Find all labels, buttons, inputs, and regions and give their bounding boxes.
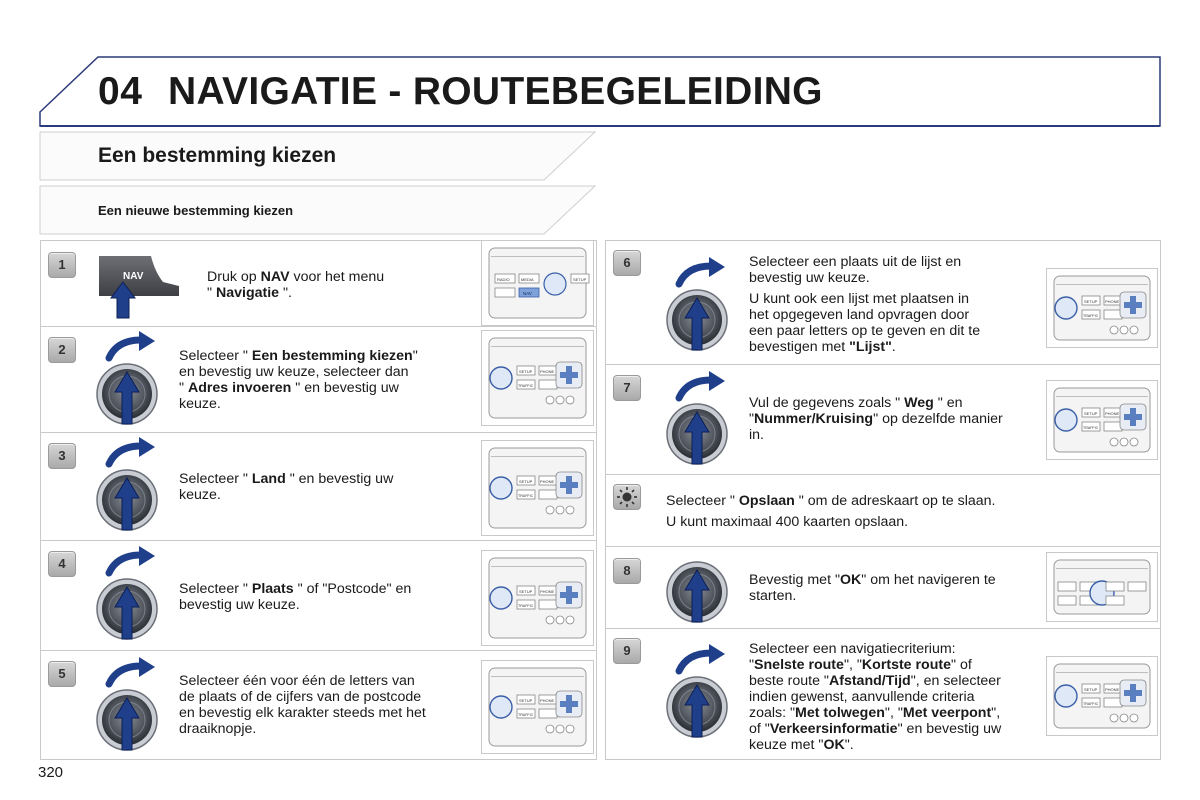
page-number: 320 bbox=[38, 764, 64, 781]
step-badge-1: 1 bbox=[48, 252, 76, 278]
subsection-title: Een nieuwe bestemming kiezen bbox=[98, 203, 294, 218]
section-title: Een bestemming kiezen bbox=[98, 144, 337, 167]
radio-device-image-6 bbox=[1046, 268, 1158, 348]
step-badge-2: 2 bbox=[48, 337, 76, 363]
radio-device-image-3 bbox=[481, 440, 594, 536]
svg-text:SETUP: SETUP bbox=[573, 277, 587, 282]
step-badge-5: 5 bbox=[48, 661, 76, 687]
radio-device-image-8 bbox=[1046, 552, 1158, 622]
step-text-2: Selecteer " Een bestemming kiezen" en bevestig uw keuze, selecteer dan " Adres invoeren " en bevestig uw keuze. bbox=[179, 348, 418, 412]
radio-device-image-7 bbox=[1046, 380, 1158, 460]
step-badge-9: 9 bbox=[613, 638, 641, 664]
svg-text:TRAFFIC: TRAFFIC bbox=[518, 384, 534, 388]
knob-rotate-icon-6 bbox=[665, 256, 735, 356]
svg-text:PHONE: PHONE bbox=[1105, 411, 1120, 416]
knob-rotate-icon-9 bbox=[665, 643, 735, 743]
chapter-title: NAVIGATIE - ROUTEBEGELEIDING bbox=[168, 70, 823, 113]
radio-device-image-1 bbox=[481, 240, 594, 326]
step-text-4: Selecteer " Plaats " of "Postcode" en bevestig uw keuze. bbox=[179, 581, 412, 613]
radio-device-image-5 bbox=[481, 660, 594, 754]
radio-device-image-4 bbox=[481, 550, 594, 646]
svg-text:SETUP: SETUP bbox=[519, 479, 533, 484]
knob-rotate-icon-2 bbox=[95, 330, 165, 430]
svg-text:PHONE: PHONE bbox=[1105, 299, 1120, 304]
nav-button-label: NAV bbox=[123, 271, 144, 282]
svg-text:SETUP: SETUP bbox=[519, 369, 533, 374]
step-text-6-extra: U kunt ook een lijst met plaatsen in het opgegeven land opvragen door een paar letters op te geven en dit te bevestigen met "Lijst". bbox=[749, 291, 981, 355]
svg-text:PHONE: PHONE bbox=[540, 369, 555, 374]
knob-rotate-icon-4 bbox=[95, 545, 165, 645]
step-badge-8: 8 bbox=[613, 558, 641, 584]
svg-text:RADIO: RADIO bbox=[497, 277, 510, 282]
step-badge-6: 6 bbox=[613, 250, 641, 276]
knob-press-icon-8 bbox=[665, 528, 735, 628]
svg-text:SETUP: SETUP bbox=[1084, 411, 1098, 416]
step-text-5: Selecteer één voor één de letters van de plaats of de cijfers van de postcode en bevestig elk karakter steeds met het draaiknopje. bbox=[179, 673, 426, 737]
knob-rotate-icon-5 bbox=[95, 656, 165, 756]
knob-rotate-icon-3 bbox=[95, 436, 165, 536]
svg-text:PHONE: PHONE bbox=[1105, 687, 1120, 692]
radio-device-image-9 bbox=[1046, 656, 1158, 736]
tip-line-1: Selecteer " Opslaan " om de adreskaart op te slaan. bbox=[666, 493, 996, 509]
svg-text:SETUP: SETUP bbox=[519, 698, 533, 703]
lightbulb-icon bbox=[613, 484, 641, 510]
svg-text:PHONE: PHONE bbox=[540, 479, 555, 484]
step-badge-4: 4 bbox=[48, 551, 76, 577]
svg-text:MEDIA: MEDIA bbox=[521, 277, 534, 282]
step-text-9: Selecteer een navigatiecriterium: "Snelste route", "Kortste route" of beste route "Afstand/Tijd", en selecteer indien gewenst, aanvullende criteria zoals: "Met tolwegen", "Met veerpont", of "Verkeersinformatie" en bevestig uw keuze met "OK". bbox=[749, 641, 1002, 753]
svg-text:TRAFFIC: TRAFFIC bbox=[1083, 314, 1099, 318]
svg-text:TRAFFIC: TRAFFIC bbox=[518, 604, 534, 608]
radio-device-image-2 bbox=[481, 330, 594, 426]
svg-text:TRAFFIC: TRAFFIC bbox=[1083, 702, 1099, 706]
svg-text:TRAFFIC: TRAFFIC bbox=[1083, 426, 1099, 430]
svg-text:NAV: NAV bbox=[523, 291, 532, 296]
svg-text:SETUP: SETUP bbox=[1084, 299, 1098, 304]
svg-text:PHONE: PHONE bbox=[540, 698, 555, 703]
chapter-number: 04 bbox=[98, 70, 143, 113]
step-text-8: Bevestig met "OK" om het navigeren te starten. bbox=[749, 572, 996, 604]
step-badge-7: 7 bbox=[613, 375, 641, 401]
step-text-1: Druk op NAV voor het menu " Navigatie ". bbox=[207, 269, 385, 301]
svg-text:TRAFFIC: TRAFFIC bbox=[518, 494, 534, 498]
step-text-3: Selecteer " Land " en bevestig uw keuze. bbox=[179, 471, 394, 503]
svg-text:TRAFFIC: TRAFFIC bbox=[518, 713, 534, 717]
svg-text:SETUP: SETUP bbox=[519, 589, 533, 594]
nav-button-icon bbox=[93, 252, 183, 322]
knob-rotate-icon-7 bbox=[665, 370, 735, 470]
tip-line-2: U kunt maximaal 400 kaarten opslaan. bbox=[666, 514, 909, 530]
svg-text:SETUP: SETUP bbox=[1084, 687, 1098, 692]
step-badge-3: 3 bbox=[48, 443, 76, 469]
svg-text:PHONE: PHONE bbox=[540, 589, 555, 594]
step-text-6: Selecteer een plaats uit de lijst en bevestig uw keuze. bbox=[749, 254, 962, 286]
step-text-7: Vul de gegevens zoals " Weg " en "Nummer/Kruising" op dezelfde manier in. bbox=[749, 395, 1003, 443]
